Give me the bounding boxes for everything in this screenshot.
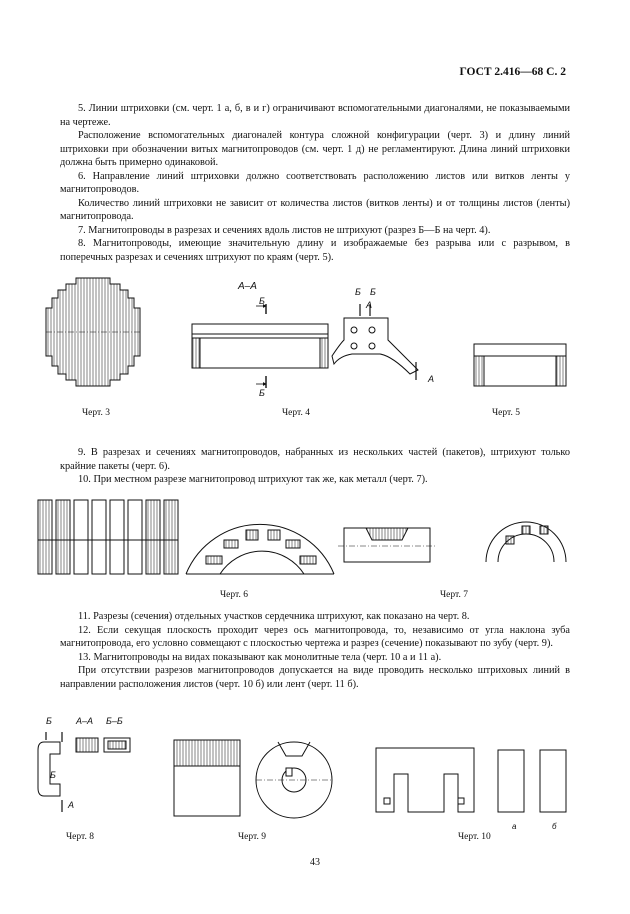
label-b: Б <box>259 388 265 398</box>
label-b: Б <box>370 287 376 297</box>
caption-fig10: Черт. 10 <box>458 832 491 842</box>
caption-fig9: Черт. 9 <box>238 832 266 842</box>
figure-5-drawing <box>472 340 568 390</box>
label-section-bb: Б–Б <box>106 716 123 726</box>
figure-4-view <box>330 300 442 388</box>
text-block-1 <box>60 102 570 264</box>
label-a: А <box>428 374 435 384</box>
figure-7-drawing <box>336 512 576 578</box>
paragraph: 10. При местном разрезе магнитопровод штрихуют так же, как металл (черт. 7). <box>78 474 428 485</box>
paragraph: Расположение вспомогательных диагоналей контура сложной конфигурации (черт. 3) и длину линий штриховки при обозначении витых магнитопроводов (см. черт. 1 д) не регламентируют. Длина линий штриховки должна быть примерно одинаковой. <box>60 130 570 168</box>
label-b: Б <box>46 716 52 726</box>
caption-fig7: Черт. 7 <box>440 590 468 600</box>
paragraph: 7. Магнитопроводы в разрезах и сечениях вдоль листов не штрихуют (разрез Б—Б на черт. 4). <box>78 224 491 236</box>
caption-fig3: Черт. 3 <box>82 408 110 418</box>
caption-fig8: Черт. 8 <box>66 832 94 842</box>
paragraph: 6. Направление линий штриховки должно соответствовать расположению листов или витков ленты у магнитопроводов. <box>60 170 570 195</box>
text-block-3 <box>60 610 570 691</box>
caption-fig5: Черт. 5 <box>492 408 520 418</box>
figure-3-drawing <box>38 276 148 392</box>
paragraph: 11. Разрезы (сечения) отдельных участков сердечника штрихуют, как показано на черт. 8. <box>78 611 470 622</box>
caption-fig4: Черт. 4 <box>282 408 310 418</box>
label-sub-a: а <box>512 822 517 831</box>
label-section-aa: А–А <box>76 716 94 726</box>
figure-6-drawing <box>36 496 336 578</box>
paragraph: 8. Магнитопроводы, имеющие значительную длину и изображаемые без разрыва или с разрывом, в поперечных разрезах и сечениях штрихуют по краям (черт. 5). <box>60 238 570 263</box>
caption-fig6: Черт. 6 <box>220 590 248 600</box>
label-b: Б <box>259 296 265 306</box>
label-b: Б <box>50 770 56 780</box>
paragraph: 13. Магнитопроводы на видах показывают как монолитные тела (черт. 10 а и 11 а). <box>78 651 442 663</box>
figure-9-drawing <box>170 736 350 824</box>
figure-4-section <box>186 300 332 390</box>
text-block-2 <box>60 446 570 487</box>
label-b: Б <box>355 287 361 297</box>
paragraph: Количество линий штриховки не зависит от количества листов (витков ленты) и от толщины листов (ленты) магнитопровода. <box>60 197 570 222</box>
figure-10-drawing <box>374 746 574 818</box>
label-a: А <box>68 800 75 810</box>
paragraph: 9. В разрезах и сечениях магнитопроводов, набранных из нескольких частей (пакетов), штрихуют только крайние пакеты (черт. 6). <box>60 447 570 472</box>
paragraph: При отсутствии разрезов магнитопроводов допускается на виде проводить несколько штриховых линий в направлении расположения листов (черт. 10 б) или лент (черт. 11 б). <box>60 665 570 690</box>
page-number: 43 <box>310 857 320 868</box>
label-section-aa: А–А <box>238 281 257 292</box>
figure-8-drawing <box>34 728 134 818</box>
page-header: ГОСТ 2.416—68 С. 2 <box>459 66 566 78</box>
paragraph: 5. Линии штриховки (см. черт. 1 а, б, в и г) ограничивают вспомогательными диагоналями, не показываемыми на чертеже. <box>60 103 570 128</box>
paragraph: 12. Если секущая плоскость проходит через ось магнитопровода, то, независимо от угла наклона зуба магнитопровода, его условно совмещают с плоскостью чертежа и разрез (сечение) показывают по зубу (черт. 9). <box>60 624 570 649</box>
label-sub-b: б <box>552 822 557 831</box>
label-a: А <box>366 300 373 310</box>
